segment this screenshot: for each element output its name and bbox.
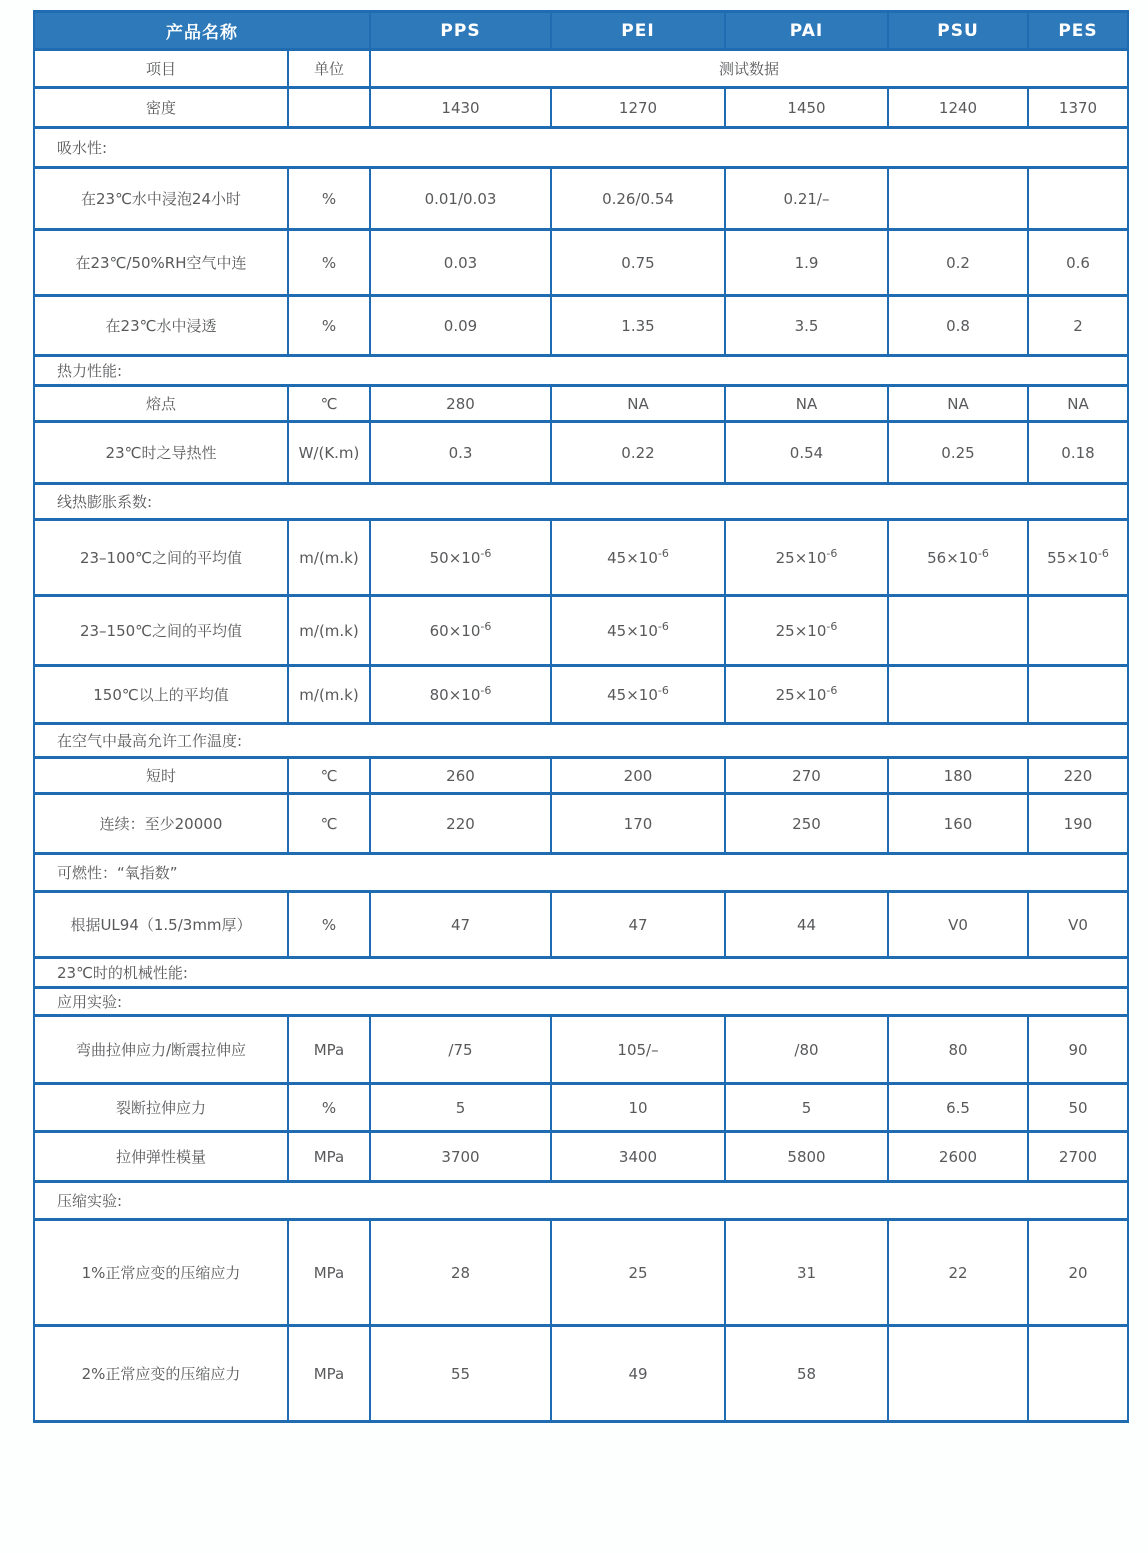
section-row [34, 356, 1128, 386]
value-cell-psu: 2600 [888, 1132, 1028, 1182]
value-cell-pai: 1450 [725, 88, 888, 128]
item-label: 根据UL94（1.5/3mm厚） [34, 892, 288, 958]
value-cell-pes: 0.6 [1028, 230, 1128, 296]
value-cell-pes: 0.18 [1028, 422, 1128, 484]
column-header-pes: PES [1028, 12, 1128, 50]
value-cell-pps: 0.3 [370, 422, 551, 484]
value-base: 56×10 [927, 548, 978, 567]
item-label: 150℃以上的平均值 [34, 666, 288, 724]
value-cell-pai: 250 [725, 794, 888, 854]
section-row [34, 1182, 1128, 1220]
value-cell-pps: 280 [370, 386, 551, 422]
unit-label: % [288, 1084, 370, 1132]
value-cell-psu: 1240 [888, 88, 1028, 128]
unit-label [288, 88, 370, 128]
value-cell-pps: 260 [370, 758, 551, 794]
item-label: 1%正常应变的压缩应力 [34, 1220, 288, 1326]
item-label: 裂断拉伸应力 [34, 1084, 288, 1132]
value-base: 60×10 [429, 621, 481, 640]
value-cell-pei: 0.75 [551, 230, 725, 296]
value-cell-psu: 0.8 [888, 296, 1028, 356]
unit-column-label: 单位 [288, 50, 370, 88]
value-cell-pai [725, 520, 888, 596]
value-cell-pps [370, 596, 551, 666]
column-header-psu: PSU [888, 12, 1028, 50]
value-cell-pai [725, 666, 888, 724]
value-cell-pai: NA [725, 386, 888, 422]
value-cell-psu: 160 [888, 794, 1028, 854]
value-exponent: -6 [657, 619, 669, 633]
value-cell-psu: 0.2 [888, 230, 1028, 296]
column-header-pps: PPS [370, 12, 551, 50]
value-exponent: -6 [657, 546, 669, 560]
unit-label: % [288, 892, 370, 958]
value-cell-pai: 5800 [725, 1132, 888, 1182]
unit-label: MPa [288, 1326, 370, 1422]
item-label: 密度 [34, 88, 288, 128]
value-cell-psu [888, 520, 1028, 596]
value-cell-pps [370, 666, 551, 724]
value-cell-pes [1028, 1326, 1128, 1422]
material-spec-table [33, 10, 1129, 1423]
column-header-pei: PEI [551, 12, 725, 50]
value-cell-pei [551, 666, 725, 724]
section-label: 压缩实验: [34, 1182, 1128, 1220]
section-label: 吸水性: [34, 128, 1128, 168]
section-row [34, 484, 1128, 520]
value-base: 50×10 [429, 548, 481, 567]
unit-label: MPa [288, 1132, 370, 1182]
value-cell-psu: 80 [888, 1016, 1028, 1084]
item-label: 弯曲拉伸应力/断震拉伸应 [34, 1016, 288, 1084]
value-cell-pai: 3.5 [725, 296, 888, 356]
section-label: 可燃性：“氧指数” [34, 854, 1128, 892]
table-row [34, 230, 1128, 296]
value-cell-psu: 180 [888, 758, 1028, 794]
value-base: 45×10 [607, 548, 658, 567]
test-data-label: 测试数据 [370, 50, 1128, 88]
value-exponent: -6 [480, 619, 492, 633]
value-cell-pps [370, 520, 551, 596]
value-exponent: -6 [826, 619, 838, 633]
item-label: 短时 [34, 758, 288, 794]
section-row [34, 988, 1128, 1016]
table-row [34, 88, 1128, 128]
item-label: 连续：至少20000 [34, 794, 288, 854]
unit-label: % [288, 230, 370, 296]
section-row [34, 854, 1128, 892]
value-cell-psu [888, 666, 1028, 724]
value-cell-pes: 2 [1028, 296, 1128, 356]
value-cell-pps: 3700 [370, 1132, 551, 1182]
value-cell-pai: 270 [725, 758, 888, 794]
section-label: 线热膨胀系数: [34, 484, 1128, 520]
table-row [34, 758, 1128, 794]
table-row [34, 794, 1128, 854]
value-cell-pai: 1.9 [725, 230, 888, 296]
table-row [34, 1016, 1128, 1084]
value-cell-pes [1028, 168, 1128, 230]
value-cell-pai: 44 [725, 892, 888, 958]
value-cell-pei: 170 [551, 794, 725, 854]
value-cell-pes: 1370 [1028, 88, 1128, 128]
table-row [34, 892, 1128, 958]
value-cell-pei: 200 [551, 758, 725, 794]
value-cell-pps: 0.03 [370, 230, 551, 296]
value-cell-psu: NA [888, 386, 1028, 422]
value-exponent: -6 [826, 546, 838, 560]
value-cell-pei: 3400 [551, 1132, 725, 1182]
item-label: 拉伸弹性模量 [34, 1132, 288, 1182]
value-cell-pes: V0 [1028, 892, 1128, 958]
item-label: 在23℃水中浸泡24小时 [34, 168, 288, 230]
unit-label: MPa [288, 1016, 370, 1084]
value-cell-pai [725, 596, 888, 666]
value-cell-psu [888, 168, 1028, 230]
value-cell-pai: /80 [725, 1016, 888, 1084]
value-base: 45×10 [607, 621, 658, 640]
table-body [34, 88, 1128, 1422]
unit-label: ℃ [288, 386, 370, 422]
value-cell-pai: 0.21/– [725, 168, 888, 230]
value-cell-psu: V0 [888, 892, 1028, 958]
table-row [34, 386, 1128, 422]
table-row [34, 168, 1128, 230]
unit-label: ℃ [288, 794, 370, 854]
table-row [34, 1084, 1128, 1132]
value-exponent: -6 [977, 546, 989, 560]
item-label: 2%正常应变的压缩应力 [34, 1326, 288, 1422]
value-cell-pai: 0.54 [725, 422, 888, 484]
value-cell-pei: 49 [551, 1326, 725, 1422]
item-label: 23–150℃之间的平均值 [34, 596, 288, 666]
value-cell-pai: 58 [725, 1326, 888, 1422]
table-row [34, 422, 1128, 484]
table-row [34, 1326, 1128, 1422]
value-cell-pes: 220 [1028, 758, 1128, 794]
value-cell-pps: 220 [370, 794, 551, 854]
item-label: 熔点 [34, 386, 288, 422]
table-row [34, 1220, 1128, 1326]
item-label: 在23℃/50%RH空气中连 [34, 230, 288, 296]
value-exponent: -6 [657, 683, 669, 697]
item-column-label: 项目 [34, 50, 288, 88]
table-head [34, 12, 1128, 88]
value-cell-pai: 31 [725, 1220, 888, 1326]
value-cell-pei: 0.26/0.54 [551, 168, 725, 230]
value-base: 25×10 [775, 621, 827, 640]
section-label: 在空气中最高允许工作温度: [34, 724, 1128, 758]
value-exponent: -6 [480, 546, 492, 560]
unit-label: W/(K.m) [288, 422, 370, 484]
value-cell-pes: 2700 [1028, 1132, 1128, 1182]
value-cell-pps: 47 [370, 892, 551, 958]
column-header-pai: PAI [725, 12, 888, 50]
value-exponent: -6 [826, 683, 838, 697]
section-label: 热力性能: [34, 356, 1128, 386]
value-cell-pei: 1.35 [551, 296, 725, 356]
section-row [34, 958, 1128, 988]
section-label: 23℃时的机械性能: [34, 958, 1128, 988]
unit-label: m/(m.k) [288, 596, 370, 666]
value-cell-pei: 10 [551, 1084, 725, 1132]
unit-label: % [288, 296, 370, 356]
item-label: 23–100℃之间的平均值 [34, 520, 288, 596]
item-label: 23℃时之导热性 [34, 422, 288, 484]
value-cell-pei: 47 [551, 892, 725, 958]
value-base: 45×10 [607, 685, 658, 704]
value-cell-pes: 50 [1028, 1084, 1128, 1132]
value-cell-pes [1028, 666, 1128, 724]
unit-label: % [288, 168, 370, 230]
value-exponent: -6 [1097, 546, 1109, 560]
value-base: 55×10 [1047, 548, 1098, 567]
value-cell-pei [551, 520, 725, 596]
table-row [34, 596, 1128, 666]
table-row [34, 666, 1128, 724]
value-cell-psu: 22 [888, 1220, 1028, 1326]
item-label: 在23℃水中浸透 [34, 296, 288, 356]
table-row [34, 520, 1128, 596]
unit-label: m/(m.k) [288, 666, 370, 724]
value-cell-pei: 25 [551, 1220, 725, 1326]
value-cell-pei: 0.22 [551, 422, 725, 484]
value-cell-pes: 190 [1028, 794, 1128, 854]
value-cell-psu [888, 596, 1028, 666]
value-cell-pps: 5 [370, 1084, 551, 1132]
value-cell-pes: NA [1028, 386, 1128, 422]
unit-label: m/(m.k) [288, 520, 370, 596]
section-label: 应用实验: [34, 988, 1128, 1016]
value-cell-pei: NA [551, 386, 725, 422]
table-row [34, 296, 1128, 356]
value-cell-pps: 0.09 [370, 296, 551, 356]
value-cell-pes: 20 [1028, 1220, 1128, 1326]
value-cell-psu [888, 1326, 1028, 1422]
value-cell-pes: 90 [1028, 1016, 1128, 1084]
product-header-row [34, 12, 1128, 50]
table-row [34, 1132, 1128, 1182]
value-cell-psu: 0.25 [888, 422, 1028, 484]
value-cell-pps: 1430 [370, 88, 551, 128]
product-name-header: 产品名称 [34, 12, 370, 50]
value-cell-pei: 1270 [551, 88, 725, 128]
value-cell-pai: 5 [725, 1084, 888, 1132]
value-cell-pps: 28 [370, 1220, 551, 1326]
value-cell-pei [551, 596, 725, 666]
value-cell-pps: 55 [370, 1326, 551, 1422]
value-cell-psu: 6.5 [888, 1084, 1028, 1132]
unit-label: MPa [288, 1220, 370, 1326]
value-base: 80×10 [429, 685, 481, 704]
value-exponent: -6 [480, 683, 492, 697]
section-row [34, 724, 1128, 758]
value-cell-pps: 0.01/0.03 [370, 168, 551, 230]
value-base: 25×10 [775, 548, 827, 567]
value-cell-pes [1028, 520, 1128, 596]
unit-label: ℃ [288, 758, 370, 794]
value-base: 25×10 [775, 685, 827, 704]
subheader-row [34, 50, 1128, 88]
value-cell-pei: 105/– [551, 1016, 725, 1084]
section-row [34, 128, 1128, 168]
value-cell-pps: /75 [370, 1016, 551, 1084]
value-cell-pes [1028, 596, 1128, 666]
